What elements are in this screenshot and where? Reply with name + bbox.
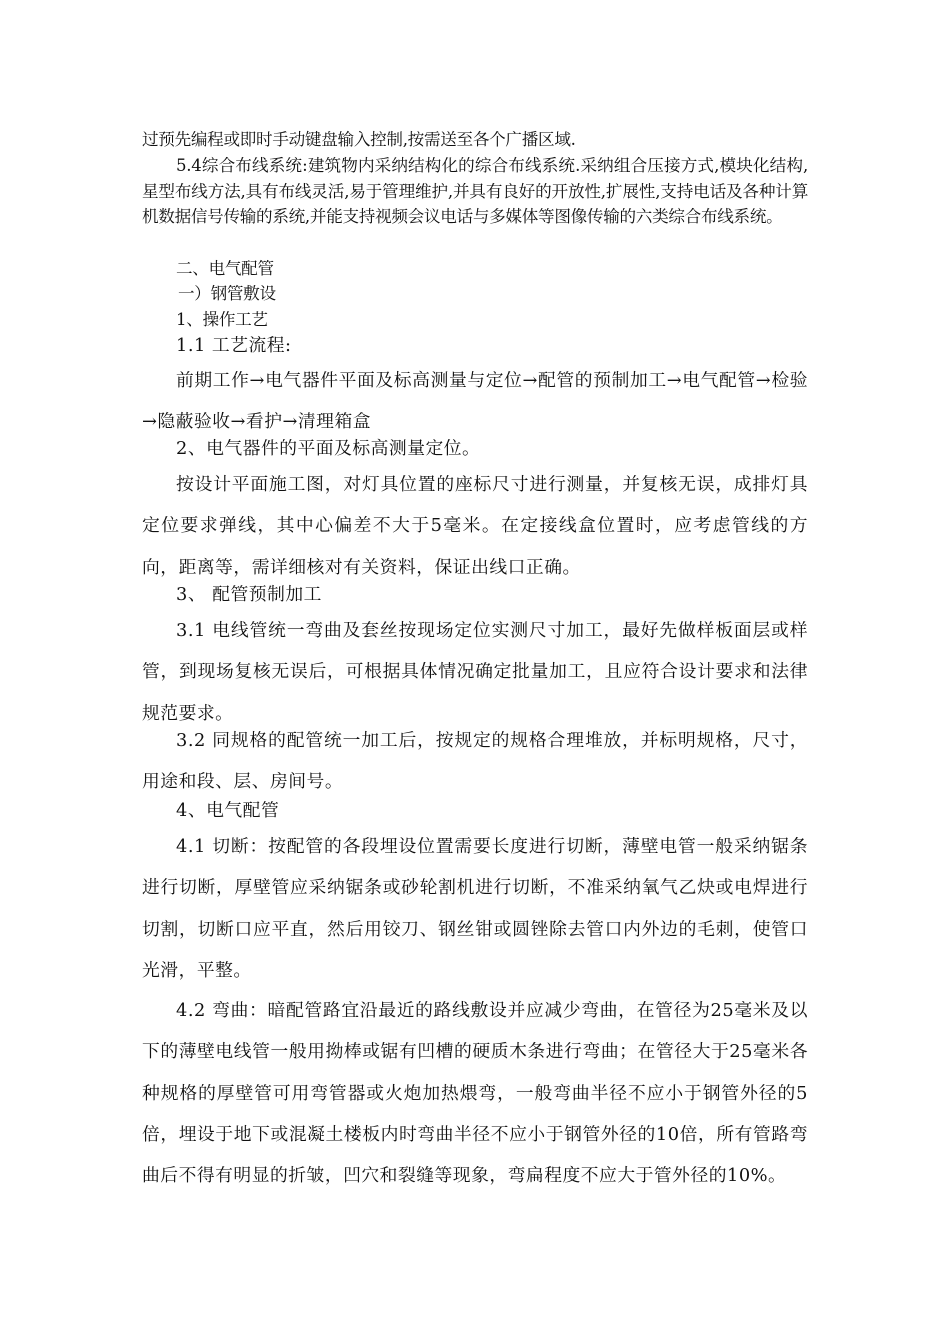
paragraph-cabling-system: 5.4综合布线系统:建筑物内采纳结构化的综合布线系统.采纳组合压接方式,模块化结构,星型布线方法,具有布线灵活,易于管理维护,并具有良好的开放性,扩展性,支持电话及各种计算机数据信号传输的系统,并能支持视频会议电话与多媒体等图像传输的六类综合布线系统。 (142, 156, 808, 226)
heading-measurement-positioning: 2、电气器件的平面及标高测量定位。 (176, 438, 481, 459)
paragraph-bending: 4.2 弯曲：暗配管路宜沿最近的路线敷设并应减少弯曲，在管径为25毫米及以下的薄壁电线管一般用拗棒或锯有凹槽的硬质木条进行弯曲；在管径大于25毫米各种规格的厚壁管可用弯管器或火炮加热煨弯，一般弯曲半径不应小于钢管外径的5倍，埋设于地下或混凝土楼板内时弯曲半径不应小于钢管外径的10倍，所有管路弯曲后不得有明显的折皱，凹穴和裂缝等现象，弯扁程度不应大于管外径的10%。 (142, 1000, 808, 1187)
paragraph-cutting: 4.1 切断：按配管的各段埋设位置需要长度进行切断，薄壁电管一般采纳锯条进行切断，厚壁管应采纳锯条或砂轮割机进行切断，不准采纳氧气乙炔或电焊进行切割，切断口应平直，然后用铰刀、钢丝钳或圆锉除去管口内外边的毛刺，使管口光滑，平整。 (142, 836, 808, 981)
paragraph-process-flow: 前期工作→电气器件平面及标高测量与定位→配管的预制加工→电气配管→检验→隐蔽验收→看护→清理箱盒 (142, 370, 808, 433)
paragraph-stacking: 3.2 同规格的配管统一加工后，按规定的规格合理堆放，并标明规格，尺寸，用途和段、层、房间号。 (142, 730, 808, 793)
heading-operation-process: 1、操作工艺 (176, 310, 268, 329)
paragraph-measurement: 按设计平面施工图，对灯具位置的座标尺寸进行测量，并复核无误，成排灯具定位要求弹线，其中心偏差不大于5毫米。在定接线盒位置时，应考虑管线的方向，距离等，需详细核对有关资料，保证出线口正确。 (142, 474, 808, 578)
paragraph-bending-threading: 3.1 电线管统一弯曲及套丝按现场定位实测尺寸加工，最好先做样板面层或样管，到现场复核无误后，可根据具体情况确定批量加工，且应符合设计要求和法律规范要求。 (142, 620, 808, 724)
heading-steel-pipe-laying: 一）钢管敷设 (178, 284, 276, 303)
paragraph-broadcast-control: 过预先编程或即时手动键盘输入控制,按需送至各个广播区域. (142, 130, 576, 149)
heading-pipe-prefabrication: 3、 配管预制加工 (176, 584, 322, 605)
heading-electrical-piping: 二、电气配管 (176, 259, 274, 278)
heading-electrical-piping-4: 4、电气配管 (176, 800, 280, 821)
heading-process-flow: 1.1 工艺流程: (176, 335, 292, 356)
